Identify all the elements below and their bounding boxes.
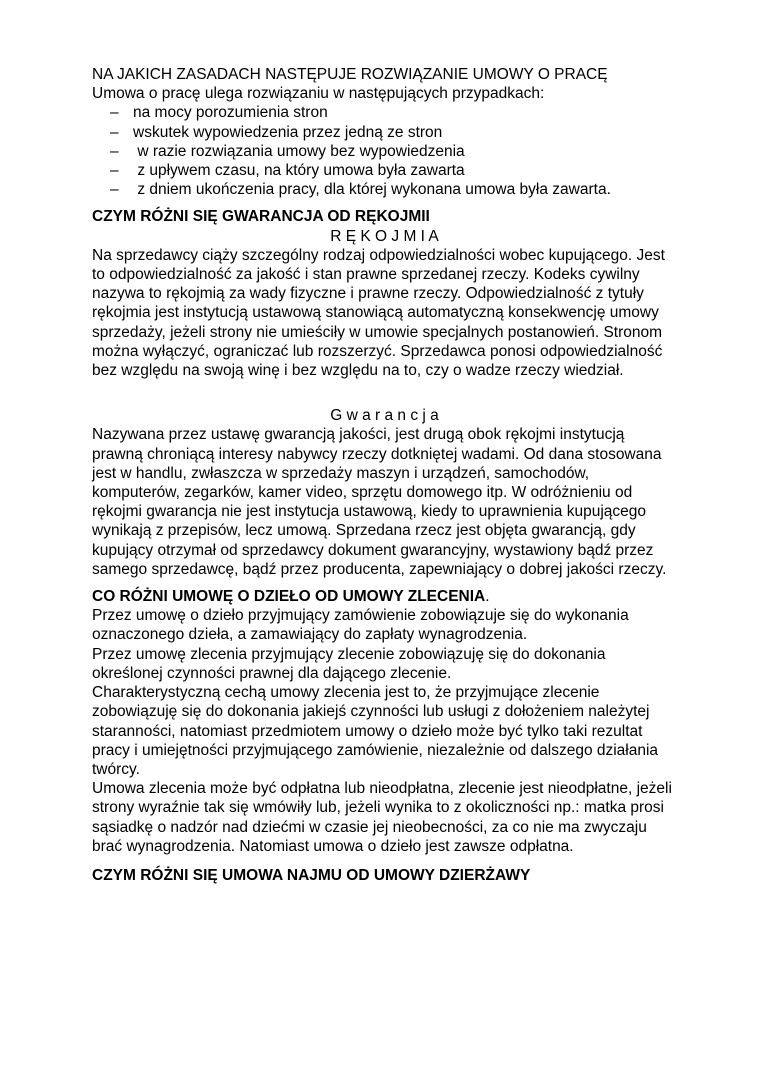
subheading-rekojmia: R Ę K O J M I A [330,227,439,245]
heading-period: . [485,588,490,606]
heading-text: CO RÓŻNI UMOWĘ O DZIEŁO OD UMOWY ZLECENIA [92,588,486,606]
paragraph-dzielo-4: Umowa zlecenia może być odpłatna lub nieodpłatna, zlecenie jest nieodpłatne, jeżeli strony wyraźnie tak się wmówiły lub, jeżeli wynika to z okoliczności np.: matka prosi sąsiadkę o nadzór nad dziećmi w czasie jej nieobecności, za co nie ma zwyczaju brać wynagrodzenia. Natomiast umowa o dzieło jest zawsze odpłatna. [92,780,672,855]
dash-bullet-icon: – [110,123,119,141]
paragraph-rekojmia: Na sprzedawcy ciąży szczególny rodzaj odpowiedzialności wobec kupującego. Jest to odpowiedzialność za jakość i stan prawne sprzedanej rzeczy. Kodeks cywilny nazywa to rękojmią za wady fizyczne i prawne rzeczy. Odpowiedzialność z tytuły rękojmia jest instytucją ustawową stanowiącą automatyczną konsekwencję umowy sprzedaży, jeżeli strony nie umieściły w umowie specjalnych postanowień. Stronom można wyłączyć, ograniczać lub rozszerzyć. Sprzedawca ponosi odpowiedzialność bez względu na swoją winę i bez względu na to, czy o wadze rzeczy wiedział. [92,246,665,380]
section-gwarancja-rekojmia-heading: CZYM RÓŻNI SIĘ GWARANCJA OD RĘKOJMII [92,208,430,226]
paragraph-gwarancja: Nazywana przez ustawę gwarancją jakości, jest drugą obok rękojmi instytucją prawną chroniącą interesy nabywcy rzeczy dotkniętej wadami. Od dana stosowana jest w handlu, zwłaszcza w sprzedaży maszyn i urządzeń, samochodów, komputerów, zegarków, kamer video, sprzętu domowego itp. W odróżnieniu od rękojmi gwarancja nie jest instytucja ustawową, kiedy to uprawnienia kupującego wynikają z przepisów, lecz umową. Sprzedana rzecz jest objęta gwarancją, gdy kupujący otrzymał od sprzedawcy dokument gwarancyjny, wystawiony bądź przez samego sprzedawcę, bądź przez producenta, zapewniający o dobrej jakości rzeczy. [92,426,667,578]
dash-bullet-icon: – [110,181,119,199]
list-item-label: na mocy porozumienia stron [133,104,328,122]
list-item [92,142,677,161]
section-rozwiazanie-intro: Umowa o pracę ulega rozwiązaniu w następujących przypadkach: [92,85,545,103]
list-item-label: w razie rozwiązania umowy bez wypowiedzenia [133,142,465,160]
dash-bullet-icon: – [110,104,119,122]
paragraph-dzielo-3: Charakterystyczną cechą umowy zlecenia jest to, że przyjmujące zlecenie zobowiązuję się do dokonania jakiejś czynności lub usługi z dołożeniem należytej staranności, natomiast przedmiotem umowy o dzieło może być tylko taki rezultat pracy i umiejętności przyjmującego zamówienie, niezależnie od dalszego działania twórcy. [92,684,659,778]
paragraph-dzielo-2: Przez umowę zlecenia przyjmujący zlecenie zobowiązuję się do dokonania określonej czynności prawnej dla dającego zlecenie. [92,645,606,682]
document-content [92,65,677,885]
rozwiazanie-list [92,103,677,199]
paragraph-dzielo-1: Przez umowę o dzieło przyjmujący zamówienie zobowiązuje się do wykonania oznaczonego dzieła, a zamawiający do zapłaty wynagrodzenia. [92,607,629,644]
list-item-label: z dniem ukończenia pracy, dla której wykonana umowa była zawarta. [133,181,611,199]
section-rozwiazanie-title: NA JAKICH ZASADACH NASTĘPUJE ROZWIĄZANIE UMOWY O PRACĘ [92,66,608,83]
list-item [92,123,677,142]
section-najem-dzierzawa-heading: CZYM RÓŻNI SIĘ UMOWA NAJMU OD UMOWY DZIERŻAWY [92,866,531,884]
list-item [92,103,677,122]
list-item [92,180,677,199]
dash-bullet-icon: – [110,162,119,180]
list-item-label: z upływem czasu, na który umowa była zawarta [133,162,465,180]
list-item-label: wskutek wypowiedzenia przez jedną ze stron [133,123,443,141]
dash-bullet-icon: – [110,142,119,160]
subheading-gwarancja: G w a r a n c j a [330,407,439,425]
section-dzielo-zlecenie-heading [92,587,677,606]
list-item [92,161,677,180]
